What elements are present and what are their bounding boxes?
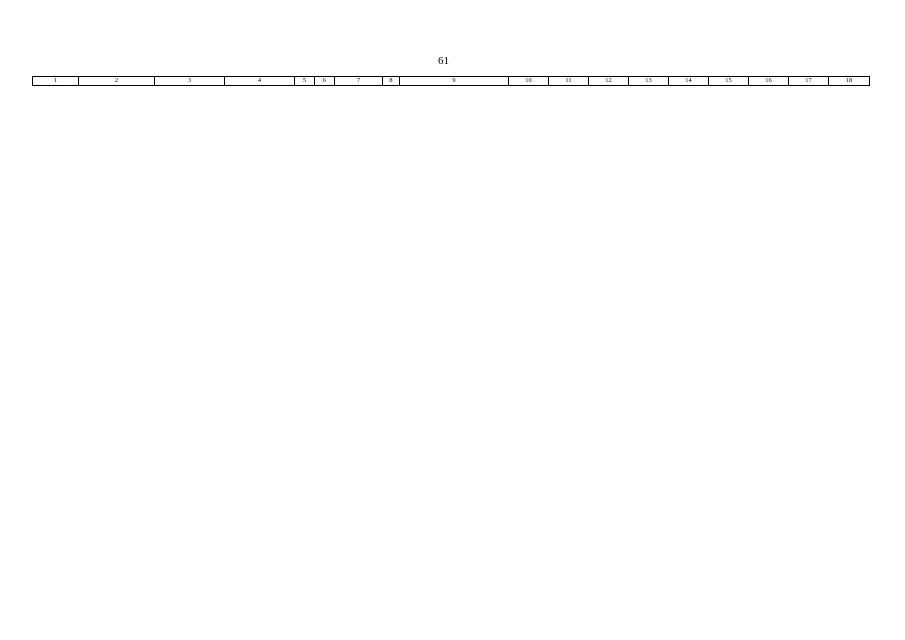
column-number-11: 11 [549, 77, 589, 86]
column-number-7: 7 [335, 77, 383, 86]
column-number-4: 4 [225, 77, 295, 86]
program-measures-table [32, 76, 870, 86]
column-number-8: 8 [383, 77, 400, 86]
column-number-14: 14 [669, 77, 709, 86]
column-number-13: 13 [629, 77, 669, 86]
column-number-12: 12 [589, 77, 629, 86]
column-number-2: 2 [79, 77, 155, 86]
column-number-header [33, 77, 870, 86]
column-number-6: 6 [315, 77, 335, 86]
column-number-10: 10 [509, 77, 549, 86]
column-number-15: 15 [709, 77, 749, 86]
page-number: 61 [438, 55, 449, 67]
column-number-18: 18 [829, 77, 870, 86]
column-number-1: 1 [33, 77, 79, 86]
column-number-16: 16 [749, 77, 789, 86]
header-row [33, 77, 870, 86]
column-number-9: 9 [400, 77, 509, 86]
column-number-3: 3 [155, 77, 225, 86]
column-number-17: 17 [789, 77, 829, 86]
column-number-5: 5 [295, 77, 315, 86]
